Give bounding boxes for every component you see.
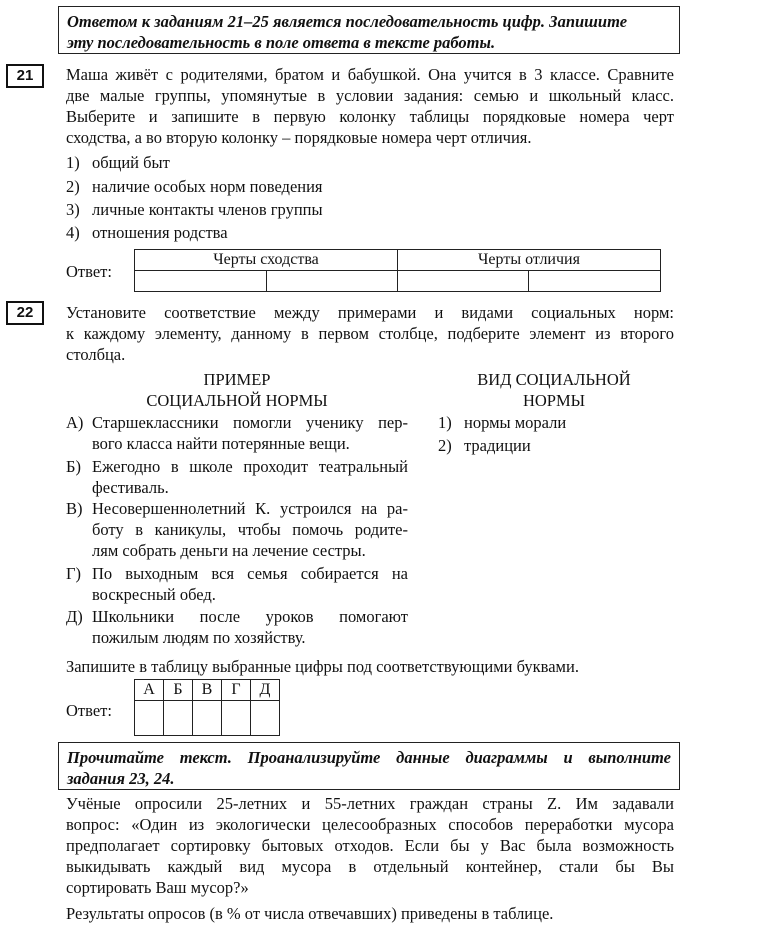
example-line: пожилым людям по хозяйству. [92, 628, 306, 647]
example-item-a [66, 412, 408, 454]
answer-cell[interactable] [398, 271, 529, 292]
example-line: вого класса найти потерянные вещи. [92, 434, 350, 453]
left-header-line: СОЦИАЛЬНОЙ НОРМЫ [146, 391, 328, 410]
right-header-line: НОРМЫ [522, 391, 586, 410]
q22-line: столбца. [66, 345, 126, 364]
answer-cell[interactable] [135, 271, 267, 292]
example-line: По выходным вся семья собирается на [92, 564, 408, 583]
q21-line: Выберите и запишите в первую колонку таблицы порядковые номера черт [66, 107, 674, 126]
answer-cell[interactable] [164, 701, 193, 736]
instruction-line-2: задания 23, 24. [67, 769, 175, 788]
instruction-box-top [58, 6, 680, 54]
survey-line: вопрос: «Один из экологически целесообразных способов переработки мусора [66, 815, 674, 834]
q22-text [66, 302, 674, 365]
norm-type-text: традиции [464, 436, 531, 455]
answer-cell[interactable] [251, 701, 280, 736]
answer-cell[interactable] [266, 271, 398, 292]
example-line: Школьники после уроков помогают [92, 607, 408, 626]
q22-write-instruction: Запишите в таблицу выбранные цифры под соответствующими буквами. [66, 657, 579, 676]
left-header-line: ПРИМЕР [203, 370, 271, 389]
q21-text [66, 64, 674, 148]
q21-option [66, 199, 323, 220]
answer-cell[interactable] [193, 701, 222, 736]
answer-cell[interactable] [222, 701, 251, 736]
instruction-line-1: Ответом к заданиям 21–25 является последовательность цифр. Запишите [67, 12, 628, 31]
norm-type-text: нормы морали [464, 413, 567, 432]
survey-line: сортировать Ваш мусор?» [66, 878, 249, 897]
survey-line: предполагает сортировку бытовых отходов. Если бы у Вас была возможность [66, 836, 674, 855]
letter-header: В [193, 680, 222, 701]
q21-line: Маша живёт с родителями, братом и бабушкой. Она учится в 3 классе. Сравните [66, 65, 674, 84]
right-header-line: ВИД СОЦИАЛЬНОЙ [477, 370, 631, 389]
example-letter: Б) [66, 457, 81, 476]
answer-cell[interactable] [529, 271, 661, 292]
left-column-header [66, 369, 408, 411]
norm-type-item [438, 412, 566, 433]
option-text: личные контакты членов группы [92, 200, 323, 219]
option-number: 4) [66, 223, 80, 242]
q22-answer-label: Ответ: [66, 701, 112, 720]
example-line: фестиваль. [92, 478, 169, 497]
letter-header: Б [164, 680, 193, 701]
norm-type-number: 1) [438, 413, 452, 432]
instruction-box-bottom [58, 742, 680, 790]
example-line: воскресный обед. [92, 585, 216, 604]
norm-type-number: 2) [438, 436, 452, 455]
example-item-d [66, 606, 408, 648]
q21-line: сходства, а во вторую колонку – порядковые номера черт отличия. [66, 128, 532, 147]
q21-answer-label: Ответ: [66, 262, 112, 281]
q22-line: Установите соответствие между примерами и видами социальных норм: [66, 303, 674, 322]
norm-type-item [438, 435, 531, 456]
q22-line: к каждому элементу, данному в первом столбце, подберите элемент из второго [66, 324, 674, 343]
example-item-g [66, 563, 408, 605]
q22-answer-table [134, 679, 280, 736]
q21-option [66, 152, 170, 173]
example-letter: В) [66, 499, 83, 518]
option-text: общий быт [92, 153, 170, 172]
option-text: наличие особых норм поведения [92, 177, 323, 196]
question-number-21: 21 [6, 64, 44, 88]
col-header-similarities: Черты сходства [135, 250, 398, 271]
option-text: отношения родства [92, 223, 228, 242]
example-item-b [66, 456, 408, 498]
example-line: Ежегодно в школе проходит театральный [92, 457, 408, 476]
option-number: 2) [66, 177, 80, 196]
example-line: Старшеклассники помогли ученику пер- [92, 413, 408, 432]
instruction-line-2: эту последовательность в поле ответа в тексте работы. [67, 33, 496, 52]
q21-option [66, 176, 323, 197]
question-number-22: 22 [6, 301, 44, 325]
option-number: 3) [66, 200, 80, 219]
q21-option [66, 222, 228, 243]
survey-line: выкидывать каждый вид мусора в отдельный контейнер, стали бы Вы [66, 857, 674, 876]
example-item-v [66, 498, 408, 561]
option-number: 1) [66, 153, 80, 172]
right-column-header [438, 369, 670, 411]
answer-cell[interactable] [135, 701, 164, 736]
example-letter: Д) [66, 607, 83, 626]
q21-line: две малые группы, упомянутые в условии задания: семью и школьный класс. [66, 86, 674, 105]
q21-answer-table [134, 249, 661, 292]
example-line: лям собрать деньги на лечение сестры. [92, 541, 366, 560]
letter-header: А [135, 680, 164, 701]
example-line: Несовершеннолетний К. устроился на ра- [92, 499, 408, 518]
col-header-differences: Черты отличия [398, 250, 661, 271]
example-line: боту в каникулы, чтобы помочь родите- [92, 520, 408, 539]
letter-header: Д [251, 680, 280, 701]
survey-results-note: Результаты опросов (в % от числа отвечавших) приведены в таблице. [66, 904, 554, 923]
example-letter: А) [66, 413, 84, 432]
letter-header: Г [222, 680, 251, 701]
survey-text [66, 793, 674, 898]
instruction-line-1: Прочитайте текст. Проанализируйте данные диаграммы и выполните [67, 748, 671, 767]
example-letter: Г) [66, 564, 82, 583]
survey-line: Учёные опросили 25-летних и 55-летних граждан страны Z. Им задавали [66, 794, 674, 813]
